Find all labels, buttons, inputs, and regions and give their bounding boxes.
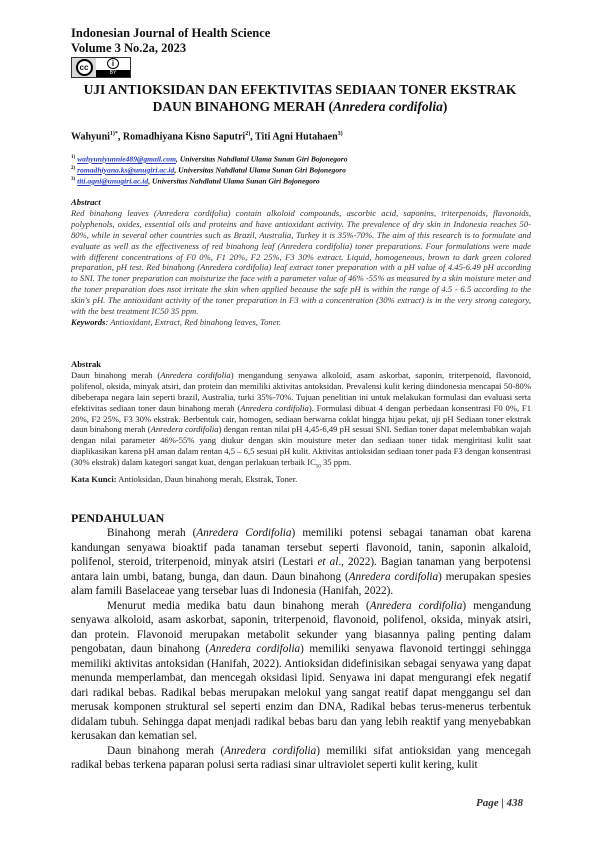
abstrak-heading: Abstrak [71, 359, 102, 369]
attribution-icon: i BY [96, 58, 130, 77]
author-name: Wahyuni [71, 131, 110, 143]
section-heading: PENDAHULUAN [71, 511, 165, 525]
affiliation-item: $^{2)}$ romadhiyana.ks@unugiri.ac.id, Universitas Nahdlatul Ulama Sunan Giri Bojonegoro [71, 165, 346, 175]
journal-header [71, 26, 270, 56]
author-name: Titi Agni Hutahaen [255, 131, 338, 143]
creative-commons-icon: cc [72, 58, 96, 77]
journal-volume: Volume 3 No.2a, 2023 [71, 41, 187, 55]
cc-by-icon [71, 57, 131, 78]
paragraph: Daun binahong merah (Anredera cordifolia) memiliki sifat antioksidan yang mencegah radikal bebas terkena paparan polusi serta radiasi sinar ultraviolet seperti kulit kering, kulit [71, 744, 531, 771]
paragraph: Menurut media medika batu daun binahong merah (Anredera cordifolia) mengandung senyawa alkoloid, asam askorbat, saponin, triterpenoid, flavonoid, polifenol, oksida, minyak atsiri, dan protein. Flavonoid merupakan metabolit sekunder yang biasannya paling penting dalam pengobatan, daun binahong (Anredera cordifolia) memiliki senyawa flavonoid tertinggi sehingga memiliki aktivitas antoksidan (Hanifah, 2022). Antioksidan didefinisikan sebagai senyawa yang dapat menunda memperlambat, dan mencegah oksidasi lipid. Senyawa ini dapat mengurangi efek negatif dari radikal bebas. Radikal bebas merupakan melokul yang sangat reatif dapat menggangu sel dan merusak komponen struktural sel seperti enzim dan DNA, Radikal bebas terus-menerus terbentuk didalam tubuh. Sehingga dapat menjadi radikal bebas baru dan yang lebih reaktif yang menyebabkan kerusakan dan kematian sel. [71, 599, 531, 742]
affiliations [71, 153, 348, 186]
abstrak-body: Daun binahong merah (Anredera cordifolia) mengandung senyawa alkoloid, asam askorbat, saponin, triterpenoid, flavonoid, polifenol, oksida, minyak atsiri, dan protein dan memiliki aktivitas antoksidan. Prevalensi kulit kering diindonesia mencapai 50-80% dibeberapa negara lain seperti brazil, Australia, turki 35%-70%. Tujuan penelitian ini untuk melakukan formulasi dan evaluasi serta efektivitas sediaan toner daun binahong merah (Anredera cordifolia). Formulasi dibuat 4 dengan perbedaan konsentrasi F0 0%, F1 20%, F2 25%, F3 30% ekstrak. Berbentuk cair, homogen, sediaan berwarna coklat hingga hijau pekat, uji pH Sediaan toner ekstrak daun binahong merah (Anredera cordifolia) dengan rentan nilai pH 4,45-6,49 pH sesuai SNI. Sedian toner dapat melembabkan wajah dengan nilai parameter 46%-55% yang diukur dengan skin mouisture meter dan sediaan toner tidak mengiritasi kulit saat diaplikasikan karena pH aman dalam rentan 4,5 – 6,5 sesuai pH kulit. Aktivitas antioksidan sediaan toner pada F3 dengan konsentrasi (30% ekstrak) dalam kategori sangat kuat, dengan perlakuan terbaik $IC_{50}$ 35 ppm. [71, 369, 532, 470]
abstract-heading: Abstract [71, 197, 101, 207]
paragraph: Binahong merah (Anredera Cordifolia) memiliki potensi sebagai tanaman obat karena kandungan senyawa bioaktif pada tanaman tersebut seperti flavonoid, tanin, saponin alkaloid, polifenol, steroid, triterpenoid, minyak atsiri (Lestari et al., 2022). Bagian tanaman yang berpotensi antara lain umbi, batang, bunga, dan daun. Daun binahong (Anredera cordifolia) merupakan spesies alam famili Baselaceae yang tersebar luas di Indonesia (Hanifah, 2022). [71, 527, 532, 597]
introduction-section [71, 511, 531, 773]
email-link[interactable]: titi.agni@unugiri.ac.id [77, 176, 149, 186]
journal-name: Indonesian Journal of Health Science [71, 26, 271, 40]
person-icon: i [107, 58, 119, 69]
abstract-english [71, 197, 531, 328]
author-name: Romadhiyana Kisno Saputri [122, 131, 246, 143]
email-link[interactable]: wahyuniyunnie489@gmail.com [77, 154, 177, 164]
keywords: Keywords: Antioxidant, Extract, Red binahong leaves, Toner. [71, 316, 282, 327]
author-list: Wahyuni$^{1)*}$, Romadhiyana Kisno Saputri$^{2)}$, Titi Agni Hutahaen$^{3)}$ [71, 131, 343, 143]
abstract-indonesian [71, 359, 531, 485]
affiliation-item: $^{3)}$ titi.agni@unugiri.ac.id, Universitas Nahdlatul Ulama Sunan Giri Bojonegoro [71, 176, 320, 186]
abstract-body: Red binahong leaves (Anredera cordifolia) contain alkoloid compounds, ascorbic acid, saponins, triterpenoids, flavonoids, polyphenols, oxides, essential oils and proteins and have antioxidant activity. The prevalence of dry skin in Indonesia reaches 50-80%, while in several other countries such as Brazil, Australia, Turkey it is 35%-70%. The aim of this research is to formulate and evaluate as well as the effectiveness of red binahong leaf (Anredera cordifolia) toner preparations. Four formulations were made with different concentrations of F0 0%, F1 20%, F2 25%, F3 30% extract. Liquid, homogeneous, brown to dark green colored preparation, pH test. Red binahong (Anredera cordifolia) leaf extract toner preparation with a pH value of 4.45-6.49 pH according to SNI. The toner preparation can moisturize the face with a parameter value of 46% -55% as measured by a skin moisture meter and the toner preparation does nsot irritate the skin when applied because the safe pH is within the range of 4.5 - 6.5 according to the skin's pH. The antioxidant activity of the toner preparation in F3 with a concentration (30% extract) is in the very strong category, with the best treatment IC50 35 ppm. [71, 207, 531, 317]
paper-title: UJI ANTIOKSIDAN DAN EFEKTIVITAS SEDIAAN TONER EKSTRAK DAUN BINAHONG MERAH (Anredera cordifolia) [83, 82, 517, 114]
email-link[interactable]: romadhiyana.ks@unugiri.ac.id [77, 165, 175, 175]
page-number: Page | 438 [476, 797, 524, 809]
affiliation-item: $^{1)}$ wahyuniyunnie489@gmail.com, Universitas Nahdlatul Ulama Sunan Giri Bojonegoro [71, 154, 348, 164]
kata-kunci: Kata Kunci: Antioksidan, Daun binahong merah, Ekstrak, Toner. [71, 473, 298, 484]
